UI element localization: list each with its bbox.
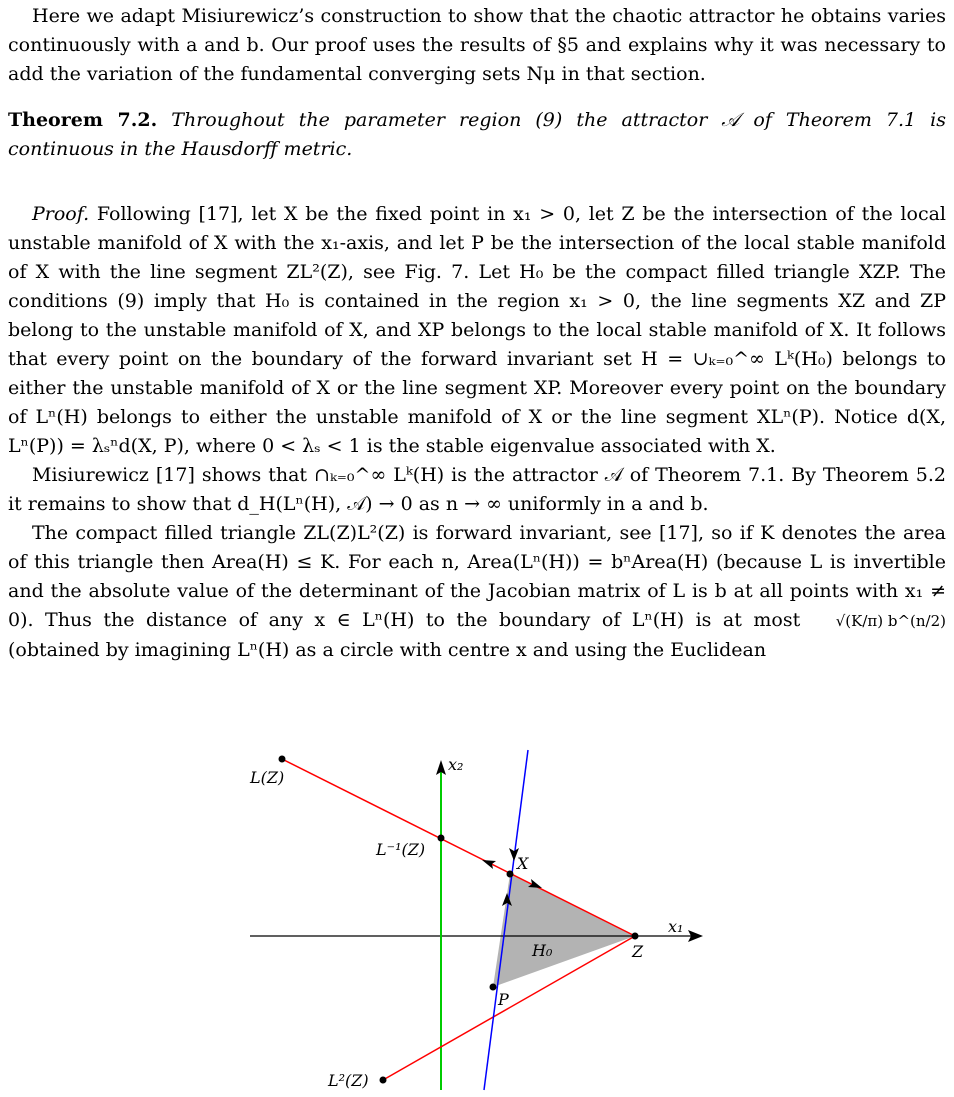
proof-text-3a: The compact filled triangle ZL(Z)L²(Z) is forward invariant, see [17], so if K denotes the area of this triangle then Area(H) ≤ K. For each n, Area(Lⁿ(H)) = bⁿArea(H) (because L is invertible and the absolute value of the determinant of the Jacobian matrix of L is b at all points with x₁ ≠ 0). Thus the distance of any x ∈ Lⁿ(H) to the boundary of Lⁿ(H) is at most bbox=[8, 522, 946, 631]
label-LZ: L(Z) bbox=[250, 768, 285, 787]
label-H0: H₀ bbox=[532, 941, 553, 960]
theorem-statement: Throughout the parameter region (9) the attractor 𝒜 of Theorem 7.1 is continuous in the Hausdorff metric. bbox=[8, 109, 946, 160]
point-LZ bbox=[279, 756, 286, 763]
point-L2Z bbox=[380, 1077, 387, 1084]
point-Z bbox=[632, 933, 639, 940]
proof-label: Proof. bbox=[32, 203, 90, 225]
label-L2Z: L²(Z) bbox=[328, 1071, 369, 1090]
point-LinvZ bbox=[438, 835, 445, 842]
intro-paragraph: Here we adapt Misiurewicz’s construction to show that the chaotic attractor he obtains varies continuously with a and b. Our proof uses the results of §5 and explains why it was necessary to add the variation of the fundamental converging sets Nμ in that section. bbox=[8, 5, 946, 85]
triangle-h0 bbox=[493, 874, 635, 987]
label-x2: x₂ bbox=[448, 755, 464, 774]
label-P: P bbox=[498, 990, 509, 1009]
label-x1: x₁ bbox=[668, 917, 684, 936]
label-Z: Z bbox=[632, 942, 644, 961]
proof-text-1: Following [17], let X be the fixed point in x₁ > 0, let Z be the intersection of the local unstable manifold of X with the x₁-axis, and let P be the intersection of the local stable manifold of X with the line segment ZL²(Z), see Fig. 7. Let H₀ be the compact filled triangle XZP. The conditions (9) imply that H₀ is contained in the region x₁ > 0, the line segments XZ and ZP belong to the unstable manifold of X, and XP belongs to the local stable manifold of X. It follows that every point on the boundary of the forward invariant set H = ∪ₖ₌₀^∞ Lᵏ(H₀) belongs to either the unstable manifold of X or the line segment XP. Moreover every point on the boundary of Lⁿ(H) belongs to either the unstable manifold of X or the line segment XLⁿ(P). Notice d(X, Lⁿ(P)) = λₛⁿd(X, P), where 0 < λₛ < 1 is the stable eigenvalue associated with X. bbox=[8, 203, 946, 457]
label-X: X bbox=[517, 854, 529, 873]
point-P bbox=[490, 984, 497, 991]
proof-paragraph-2: Misiurewicz [17] shows that ∩ₖ₌₀^∞ Lᵏ(H) is the attractor 𝒜 of Theorem 7.1. By Theorem 5.2 it remains to show that d_H(Lⁿ(H), 𝒜) → 0 as n → ∞ uniformly in a and b. bbox=[8, 464, 946, 515]
unstable-line-upper bbox=[282, 759, 635, 936]
point-X bbox=[507, 871, 514, 878]
sqrt-expression: √(K/π) b^(n/2) bbox=[835, 611, 946, 630]
label-LinvZ: L⁻¹(Z) bbox=[376, 840, 426, 859]
proof-text-3b: (obtained by imagining Lⁿ(H) as a circle with centre x and using the Euclidean bbox=[8, 638, 767, 661]
theorem-label: Theorem 7.2. bbox=[8, 109, 158, 131]
